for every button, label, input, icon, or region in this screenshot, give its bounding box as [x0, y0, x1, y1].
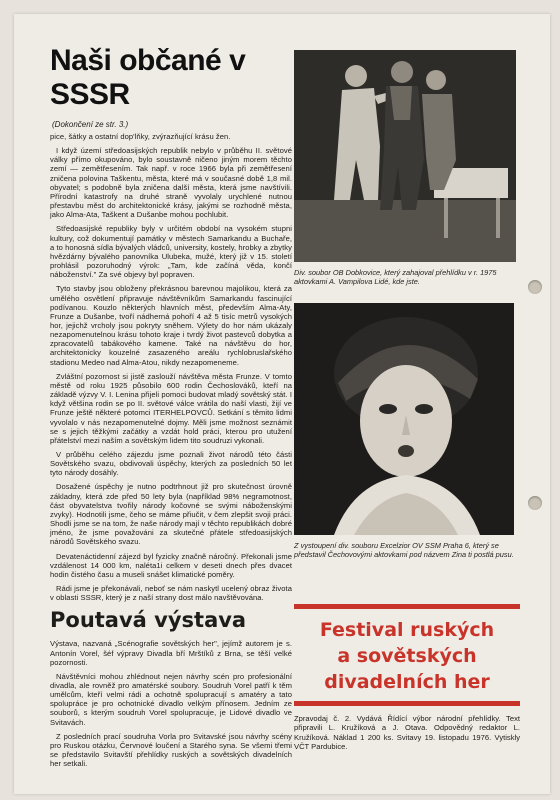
article-paragraph: Tyto stavby jsou obloženy překrásnou barevnou majolikou, která za umělého osvětlení připravuje návštěvníkům Samarkandu fascinující podívanou. Kouzlo některých hlavních měst, především Alma-Aty, Frunze a Dušanbe, tvoří nádherná pohoří 4 až 5 tisíc metrů vysokých hor, jejichž vrcholy jsou pokryty sněhem. Výlety do hor nám ukázaly nezapomenutelnou krásu tohoto kraje i tvrdý život pastevců dobytka a zpracovatelů tabákového kamene. Také na návštěvu do hor, architektonicky kouzelné zasazeného areálu rychlobruslařského stadionu Medeo nad Alma-Atou, nikdy nezapomeneme. [50, 284, 292, 367]
article-paragraph: Středoasijské republiky byly v určitém období na vysokém stupni kultury, což dokumentují památky v městech Samarkandu a Buchaře, a to honosná sídla bývalých vládců, university, kostely, hrobky a zbytky hvězdárny bývalého panovníka Ulubeka, mužé, který již v 15. století prohlásil pozoruhodný výrok: „Tam, kde začíná věda, končí náboženství." Za své objevy byl popraven. [50, 224, 292, 280]
article-paragraph: Devatenáctidenní zájezd byl fyzicky značně náročný. Překonali jsme vzdálenost 14 000 km, naléta1i celkem v deseti dnech přes dvacet hodin čistého času a museli snášet klimatické poměry. [50, 551, 292, 579]
exhibition-paragraph: Výstava, nazvaná „Scénografie sovětských her", jejímž autorem je s. Antonín Vorel, šéf výpravy Divadla bří Mrštíků z Brna, se těší velké pozornosti. [50, 639, 292, 667]
newsletter-page [14, 14, 550, 794]
theatre-stage-photo [294, 50, 516, 262]
actress-portrait-photo [294, 303, 514, 535]
exhibition-paragraph: Návštěvníci mohou zhlédnout nejen návrhy scén pro profesionální divadla, ale rovněž pro amatérské soubory. Soudruh Vorel patří k těm umělcům, kteří velmi rádi a ochotně spolupracují s amatéry a tato spolupráce je pro ochotnické divadlo velkým přínosem. Jedním ze souborů, s kterým soudruh Vorel spolupracuje, je Lidové divadlo ve Svitavách. [50, 671, 292, 727]
photo1-caption: Div. soubor OB Dobkovice, který zahajoval přehlídku v r. 1975 aktovkami A. Vampilova Lidé, kde jste. [294, 268, 497, 287]
article-paragraph: pice, šátky a ostatní dop'lňky, zvýrazňující krásu žen. [50, 132, 231, 141]
imprint-text: Zpravodaj č. 2. Vydává Řídící výbor národní přehlídky. Text připravili L. Kružíková a J. Otava. Odpovědný redaktor L. Kružíková. Náklad 1 200 ks. Svitavy 19. listopadu 1976. Vytiskly VČT Pardubice. [294, 713, 520, 752]
article-paragraph: Zvláštní pozornost si jistě zaslouží návštěva města Frunze. V tomto městě od roku 1925 působilo 600 rodin Čechoslováků, kteří na základě výzvy V. I. Lenina přijeli pomoci budovat mladý sovětský stát. I když většina rodin se po II. světové válce vrátila do naší vlasti, žijí ve Frunze ještě některé potomci ITERHELPOVCŮ. Setkání s těmito lidmi vyvolalo v nás nezapomenutelné dojmy. Měli jsme možnost seznámit se s jejich těžkými začátky a vzdát hold práci, kterou pro utužení přátelství mezi naším a sovětským lidem tito soudruzi vykonali. [50, 371, 292, 445]
festival-title-line: a sovětských [337, 644, 477, 667]
binder-hole [528, 496, 542, 510]
article-paragraph: Dosažené úspěchy je nutno podtrhnout již pro skutečnost úrovně základny, která zde před 50 lety byla (například 98% negramotnost, část obyvatelstva tvořily národy kočovné se svými náboženskými zvyky). Hodnotili jsme, čeho se máme přiučit, v čem zlepšit svoji práci. Shodli jsme se na tom, že naše národy mají v těchto republikách dobré jméno, že jsme považováni za skutečné přátele středoasijských národů Sovětského svazu. [50, 482, 292, 547]
right-column [294, 44, 530, 752]
photo2-caption: Z vystoupení div. souboru Excelzior OV SSM Praha 6, který se představil Čechovovými aktovkami pod názvem Zina ti postlá pusu. [294, 540, 514, 560]
article-paragraph: Rádi jsme je překonávali, neboť se nám naskytl ucelený obraz života v oblasti SSSR, který je z naší strany dost málo navštěvována. [50, 584, 292, 603]
article-paragraph: I když území středoasijských republik nebylo v průběhu II. světové války přímo okupováno, bylo soustavně ničeno jiným morem těchto zemí — zemětřesením. Tak např. v roce 1966 byla při zemětřesení zničena polovina Taškentu, města, které má v současné době 1,8 mil. obyvatel; s podobně byla zničena další města, která jsme navštívili. Přírodní katastrofy na druhé straně vyvolaly urychlené nutnou přestavbu měst do architektonické krásy, jakými se rozhodně města, jako Alma-Ata, Taškent a Dušanbe mohou pochlubit. [50, 146, 292, 220]
left-column [50, 44, 292, 773]
exhibition-title: Poutavá výstava [50, 608, 247, 633]
festival-banner [294, 604, 520, 706]
article-title: Naši občané v SSSR [50, 44, 246, 111]
binder-hole [528, 280, 542, 294]
exhibition-paragraph: Z posledních prací soudruha Vorla pro Svitavské jsou návrhy scény pro Ruskou otázku, Červnové loučení a Starého syna. Se všemi třemi se představilo Svitavští přehlídky ruských a sovětských divadelních her setkali. [50, 731, 292, 769]
continued-note: (Dokončení ze str. 3.) [52, 120, 129, 129]
article-paragraph: V průběhu celého zájezdu jsme poznali život národů této části Sovětského svazu, obdivovali úspěchy, kterých za posledních 50 let tyto národy dosáhly. [50, 450, 292, 478]
stage-photo-graphic [294, 50, 516, 262]
festival-title-line: divadelních her [324, 670, 490, 693]
portrait-photo-graphic [294, 303, 514, 535]
festival-title-line: Festival ruských [319, 618, 495, 641]
